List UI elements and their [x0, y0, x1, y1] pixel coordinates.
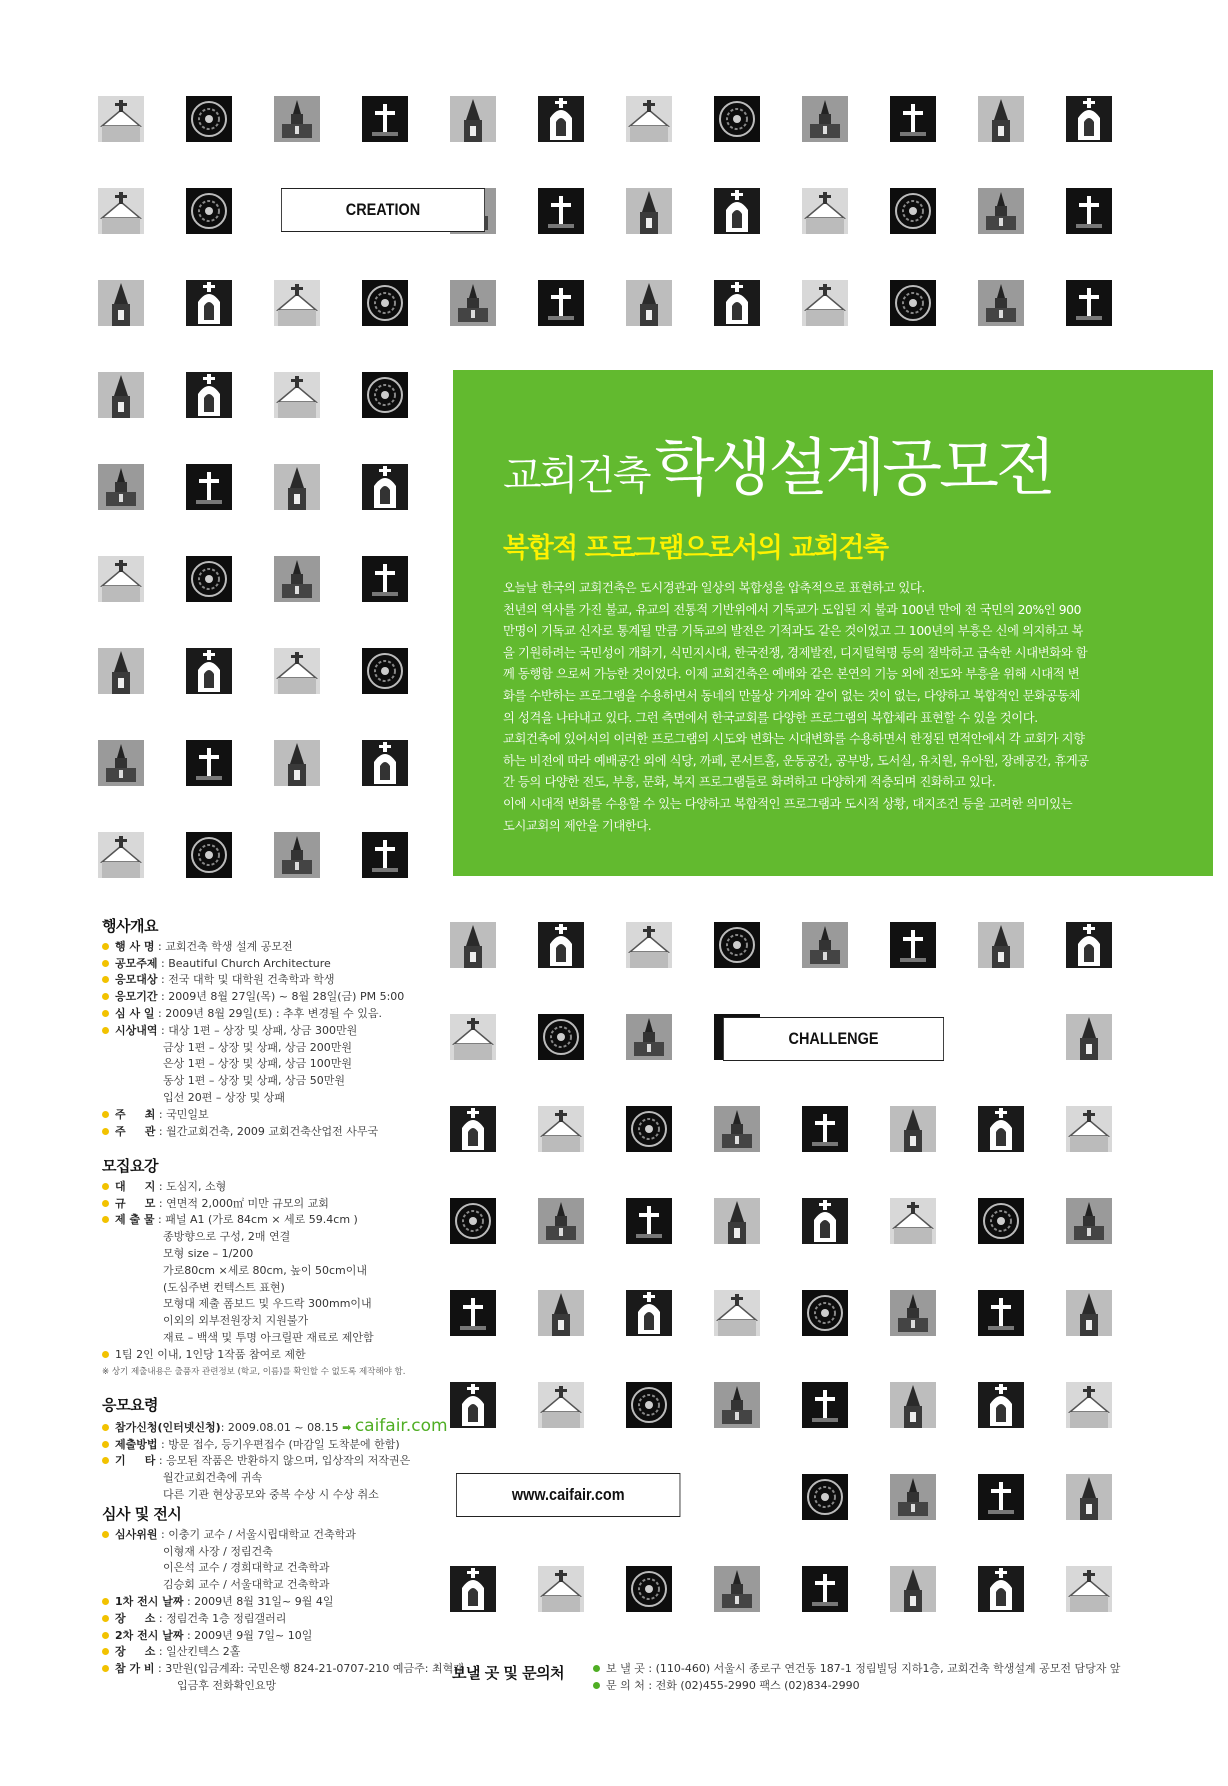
bullet-icon — [593, 1682, 600, 1689]
intro-line: 오늘날 한국의 교회건축은 도시경관과 일상의 복합성을 압축적으로 표현하고 있다. — [503, 581, 925, 595]
cross-icon — [802, 1566, 848, 1612]
bullet-icon — [102, 1200, 109, 1207]
intro-line: 교회건축에 있어서의 이러한 프로그램의 시도와 변화는 시대변화를 수용하면서 한정된 면적안에서 각 교회가 지향 — [503, 732, 1085, 747]
rose-window-icon — [802, 1474, 848, 1520]
rose-window-icon — [714, 96, 760, 142]
spire-icon — [626, 188, 672, 234]
spire-icon — [626, 280, 672, 326]
gable-icon — [890, 1198, 936, 1244]
bullet-icon — [102, 1111, 109, 1118]
detail-line: 입금후 전화확인요망 — [177, 1678, 277, 1692]
gable-icon — [802, 280, 848, 326]
bell-arch-icon — [978, 1566, 1024, 1612]
spire-icon — [978, 922, 1024, 968]
cross-icon — [450, 1290, 496, 1336]
judge-line: 김승회 교수 / 서울대학교 건축학과 — [163, 1578, 330, 1592]
spire-icon — [1066, 1014, 1112, 1060]
section-heading: 모집요강 — [102, 1157, 158, 1175]
bell-arch-icon — [1066, 922, 1112, 968]
judge-line: 이은석 교수 / 경희대학교 건축학과 — [163, 1561, 330, 1575]
spire-icon — [1066, 1474, 1112, 1520]
bell-arch-icon — [1066, 96, 1112, 142]
spire-icon — [1066, 1290, 1112, 1336]
detail-line: 모형대 제출 폼보드 및 우드락 300mm이내 — [163, 1297, 372, 1311]
cross-icon — [186, 464, 232, 510]
church-icon — [802, 96, 848, 142]
gable-icon — [98, 832, 144, 878]
bullet-icon — [102, 1183, 109, 1190]
info-row: 보 낼 곳 : (110-460) 서울시 종로구 연건동 187-1 정림빌딩 지하1층, 교회건축 학생설계 공모전 담당자 앞 — [593, 1661, 1120, 1678]
cross-icon — [802, 1382, 848, 1428]
info-row: 제출방법 : 방문 접수, 등기우편접수 (마감일 도착분에 한함) — [102, 1437, 448, 1454]
bullet-icon — [102, 1441, 109, 1448]
info-row: 장 소 : 일산킨텍스 2홀 — [102, 1644, 464, 1661]
cross-icon — [362, 556, 408, 602]
bell-arch-icon — [978, 1106, 1024, 1152]
detail-line: 모형 size – 1/200 — [163, 1246, 254, 1260]
info-row: 공모주제 : Beautiful Church Architecture — [102, 956, 404, 973]
title-large: 학생설계공모전 — [654, 431, 1053, 504]
judging-section — [102, 1506, 464, 1695]
cross-icon — [890, 96, 936, 142]
bell-arch-icon — [186, 372, 232, 418]
info-row: 장 소 : 정림건축 1층 정림갤러리 — [102, 1611, 464, 1628]
intro-line: 화를 수반하는 프로그램을 수용하면서 동네의 만물상 가게와 같이 없는 것이 없는, 다양하고 복합적인 문화공동체 — [503, 688, 1081, 703]
spire-icon — [98, 280, 144, 326]
subtitle: 복합적 프로그램으로서의 교회건축 — [503, 533, 888, 564]
bullet-icon — [102, 1424, 109, 1431]
rose-window-icon — [186, 832, 232, 878]
info-row: 시상내역 : 대상 1편 – 상장 및 상패, 상금 300만원 — [102, 1023, 404, 1040]
info-row: 응모기간 : 2009년 8월 27일(목) ~ 8월 28일(금) PM 5:00 — [102, 989, 404, 1006]
rose-window-icon — [626, 1566, 672, 1612]
info-row: 참가신청(인터넷신청) : 2009.08.01 ~ 08.15 ➡ caifair.com — [102, 1418, 448, 1437]
bullet-icon — [102, 1598, 109, 1605]
gable-icon — [1066, 1106, 1112, 1152]
info-row: 규 모 : 연면적 2,000㎡ 미만 규모의 교회 — [102, 1196, 405, 1213]
cross-icon — [1066, 280, 1112, 326]
rose-window-icon — [978, 1198, 1024, 1244]
bullet-icon — [102, 1128, 109, 1135]
church-icon — [274, 832, 320, 878]
info-row: 1차 전시 날짜 : 2009년 8월 31일~ 9월 4일 — [102, 1594, 464, 1611]
cross-icon — [890, 922, 936, 968]
detail-line: (도심주변 컨텍스트 표현) — [163, 1280, 285, 1294]
info-row: 응모대상 : 전국 대학 및 대학원 건축학과 학생 — [102, 972, 404, 989]
cross-icon — [186, 740, 232, 786]
section-heading: 응모요령 — [102, 1396, 158, 1414]
cross-icon — [1066, 188, 1112, 234]
gable-icon — [1066, 1566, 1112, 1612]
rose-window-icon — [186, 556, 232, 602]
detail-line: 재료 – 백색 및 투명 아크릴판 재료로 제안함 — [163, 1330, 374, 1344]
bullet-icon — [102, 1457, 109, 1464]
spire-icon — [98, 648, 144, 694]
cross-icon — [538, 280, 584, 326]
bell-arch-icon — [450, 1106, 496, 1152]
website-label[interactable]: www.caifair.com — [456, 1473, 680, 1517]
church-icon — [98, 464, 144, 510]
gable-icon — [538, 1566, 584, 1612]
bullet-icon — [102, 1632, 109, 1639]
bullet-icon — [102, 1648, 109, 1655]
contact-heading: 보낼 곳 및 문의처 — [452, 1664, 565, 1682]
main-title — [503, 418, 1053, 507]
bell-arch-icon — [978, 1382, 1024, 1428]
intro-line: 의 성격을 나타내고 있다. 그런 측면에서 한국교회를 다양한 프로그램의 복합체라 표현할 수 있을 것이다. — [503, 710, 1038, 725]
intro-line: 을 기원하려는 국민성이 개화기, 식민지시대, 한국전쟁, 경제발전, 디지털혁명 등의 절박하고 급속한 시대변화와 함 — [503, 645, 1088, 660]
contact-info — [593, 1661, 1120, 1694]
bullet-icon — [102, 976, 109, 983]
overview-section — [102, 918, 404, 1140]
prize-line: 은상 1편 – 상장 및 상패, 상금 100만원 — [163, 1057, 352, 1071]
gable-icon — [714, 1290, 760, 1336]
church-icon — [98, 740, 144, 786]
intro-line: 께 동행함 으로써 가능한 것이었다. 이제 교회건축은 예배와 같은 본연의 기능 외에 전도와 부흥을 위해 시대적 변 — [503, 667, 1080, 682]
cross-icon — [362, 96, 408, 142]
gable-icon — [1066, 1382, 1112, 1428]
rose-window-icon — [186, 188, 232, 234]
spire-icon — [450, 96, 496, 142]
bullet-icon — [102, 960, 109, 967]
info-row: 기 타 : 응모된 작품은 반환하지 않으며, 입상작의 저작권은 — [102, 1453, 448, 1470]
church-icon — [802, 922, 848, 968]
info-row: 심 사 일 : 2009년 8월 29일(토) : 추후 변경될 수 있음. — [102, 1006, 404, 1023]
rose-window-icon — [450, 1198, 496, 1244]
application-section — [102, 1397, 448, 1504]
info-row: 1팀 2인 이내, 1인당 1작품 참여로 제한 — [102, 1347, 405, 1364]
gable-icon — [98, 188, 144, 234]
caifair-link[interactable]: caifair.com — [354, 1415, 448, 1436]
spire-icon — [98, 372, 144, 418]
info-row: 행 사 명 : 교회건축 학생 설계 공모전 — [102, 939, 404, 956]
bell-arch-icon — [186, 280, 232, 326]
intro-text — [503, 578, 1163, 837]
rose-window-icon — [890, 188, 936, 234]
intro-line: 도시교회의 제안을 기대한다. — [503, 818, 652, 833]
prize-line: 입선 20편 – 상장 및 상패 — [163, 1090, 285, 1104]
bullet-icon — [102, 1665, 109, 1672]
arrow-icon: ➡ — [342, 1420, 352, 1434]
bullet-icon — [102, 1027, 109, 1034]
intro-line: 간 등의 다양한 전도, 부흥, 문화, 복지 프로그램들로 화려하고 다양하게 적층되며 진화하고 있다. — [503, 775, 996, 790]
info-row: 주 관 : 월간교회건축, 2009 교회건축산업전 사무국 — [102, 1124, 404, 1141]
bell-arch-icon — [538, 922, 584, 968]
hero-panel — [453, 370, 1213, 876]
gable-icon — [626, 96, 672, 142]
info-row: 제 출 물 : 패널 A1 (가로 84cm × 세로 59.4cm ) — [102, 1212, 405, 1229]
gable-icon — [626, 922, 672, 968]
rose-window-icon — [626, 1106, 672, 1152]
intro-line: 하는 비전에 따라 예배공간 외에 식당, 까페, 콘서트홀, 운동공간, 공부방, 도서실, 유치원, 유아원, 장례공간, 휴게공 — [503, 753, 1089, 768]
bullet-icon — [593, 1665, 600, 1672]
bullet-icon — [102, 1010, 109, 1017]
church-icon — [538, 1198, 584, 1244]
info-row: 대 지 : 도심지, 소형 — [102, 1179, 405, 1196]
detail-line: 종방향으로 구성, 2매 연결 — [163, 1230, 291, 1244]
detail-line: 다른 기관 현상공모와 중복 수상 시 수상 취소 — [163, 1487, 379, 1501]
gable-icon — [98, 556, 144, 602]
bell-arch-icon — [450, 1382, 496, 1428]
requirements-section — [102, 1158, 405, 1380]
bell-arch-icon — [626, 1290, 672, 1336]
info-row: 문 의 처 : 전화 (02)455-2990 팩스 (02)834-2990 — [593, 1678, 1120, 1695]
rose-window-icon — [714, 922, 760, 968]
info-row: 참 가 비 : 3만원(입금계좌: 국민은행 824-21-0707-210 예금주: 최혁재 — [102, 1661, 464, 1678]
church-icon — [978, 188, 1024, 234]
gable-icon — [802, 188, 848, 234]
detail-line: 이외의 외부전원장치 지원불가 — [163, 1314, 309, 1328]
church-icon — [274, 556, 320, 602]
gable-icon — [450, 1014, 496, 1060]
title-small: 교회건축 — [503, 453, 650, 499]
bullet-icon — [102, 1531, 109, 1538]
rose-window-icon — [362, 648, 408, 694]
spire-icon — [274, 464, 320, 510]
rose-window-icon — [890, 280, 936, 326]
info-row: 주 최 : 국민일보 — [102, 1107, 404, 1124]
church-icon — [890, 1290, 936, 1336]
cross-icon — [978, 1474, 1024, 1520]
spire-icon — [890, 1382, 936, 1428]
bullet-icon — [102, 1615, 109, 1622]
detail-line: 가로80cm ×세로 80cm, 높이 50cm이내 — [163, 1263, 367, 1277]
creation-label: CREATION — [281, 188, 485, 232]
spire-icon — [978, 96, 1024, 142]
prize-line: 동상 1편 – 상장 및 상패, 상금 50만원 — [163, 1074, 345, 1088]
cross-icon — [802, 1106, 848, 1152]
bell-arch-icon — [538, 96, 584, 142]
gable-icon — [274, 648, 320, 694]
rose-window-icon — [538, 1014, 584, 1060]
bullet-icon — [102, 943, 109, 950]
bullet-icon — [102, 993, 109, 1000]
prize-line: 금상 1편 – 상장 및 상패, 상금 200만원 — [163, 1040, 352, 1054]
church-icon — [626, 1014, 672, 1060]
bell-arch-icon — [714, 188, 760, 234]
bell-arch-icon — [802, 1198, 848, 1244]
bell-arch-icon — [186, 648, 232, 694]
church-icon — [890, 1474, 936, 1520]
church-icon — [714, 1382, 760, 1428]
spire-icon — [890, 1566, 936, 1612]
spire-icon — [450, 922, 496, 968]
church-icon — [274, 96, 320, 142]
challenge-label: CHALLENGE — [723, 1017, 944, 1061]
bell-arch-icon — [362, 740, 408, 786]
rose-window-icon — [186, 96, 232, 142]
church-icon — [1066, 1198, 1112, 1244]
gable-icon — [538, 1106, 584, 1152]
judge-line: 이형재 사장 / 정림건축 — [163, 1544, 273, 1558]
intro-line: 만명이 기독교 신자로 통계될 만큼 기독교의 발전은 기적과도 같은 것이었고 그 100년의 부흥은 신에 의지하고 복 — [503, 624, 1083, 639]
cross-icon — [978, 1290, 1024, 1336]
section-heading: 행사개요 — [102, 917, 158, 935]
cross-icon — [538, 188, 584, 234]
bullet-icon — [102, 1216, 109, 1223]
spire-icon — [538, 1290, 584, 1336]
rose-window-icon — [362, 372, 408, 418]
cross-icon — [626, 1198, 672, 1244]
bell-arch-icon — [362, 464, 408, 510]
church-icon — [714, 1566, 760, 1612]
info-row: 심사위원 : 이충기 교수 / 서울시립대학교 건축학과 — [102, 1527, 464, 1544]
section-heading: 심사 및 전시 — [102, 1505, 182, 1523]
spire-icon — [714, 1198, 760, 1244]
intro-line: 천년의 역사를 가진 불교, 유교의 전통적 기반위에서 기독교가 도입된 지 불과 100년 만에 전 국민의 20%인 900 — [503, 602, 1081, 617]
bullet-icon — [102, 1351, 109, 1358]
intro-line: 이에 시대적 변화를 수용할 수 있는 다양하고 복합적인 프로그램과 도시적 상황, 대지조건 등을 고려한 의미있는 — [503, 796, 1073, 811]
gable-icon — [538, 1382, 584, 1428]
spire-icon — [890, 1106, 936, 1152]
detail-line: 월간교회건축에 귀속 — [163, 1471, 263, 1485]
cross-icon — [362, 832, 408, 878]
church-icon — [978, 280, 1024, 326]
rose-window-icon — [626, 1382, 672, 1428]
gable-icon — [98, 96, 144, 142]
rose-window-icon — [362, 280, 408, 326]
bell-arch-icon — [714, 280, 760, 326]
church-icon — [450, 280, 496, 326]
gable-icon — [274, 372, 320, 418]
rose-window-icon — [802, 1290, 848, 1336]
spire-icon — [274, 740, 320, 786]
church-icon — [714, 1106, 760, 1152]
footnote: ※ 상기 제출내용은 출품자 관련정보 (학교, 이름)를 확인할 수 없도록 제작해야 함. — [102, 1366, 406, 1377]
info-row: 2차 전시 날짜 : 2009년 9월 7일~ 10일 — [102, 1628, 464, 1645]
gable-icon — [274, 280, 320, 326]
